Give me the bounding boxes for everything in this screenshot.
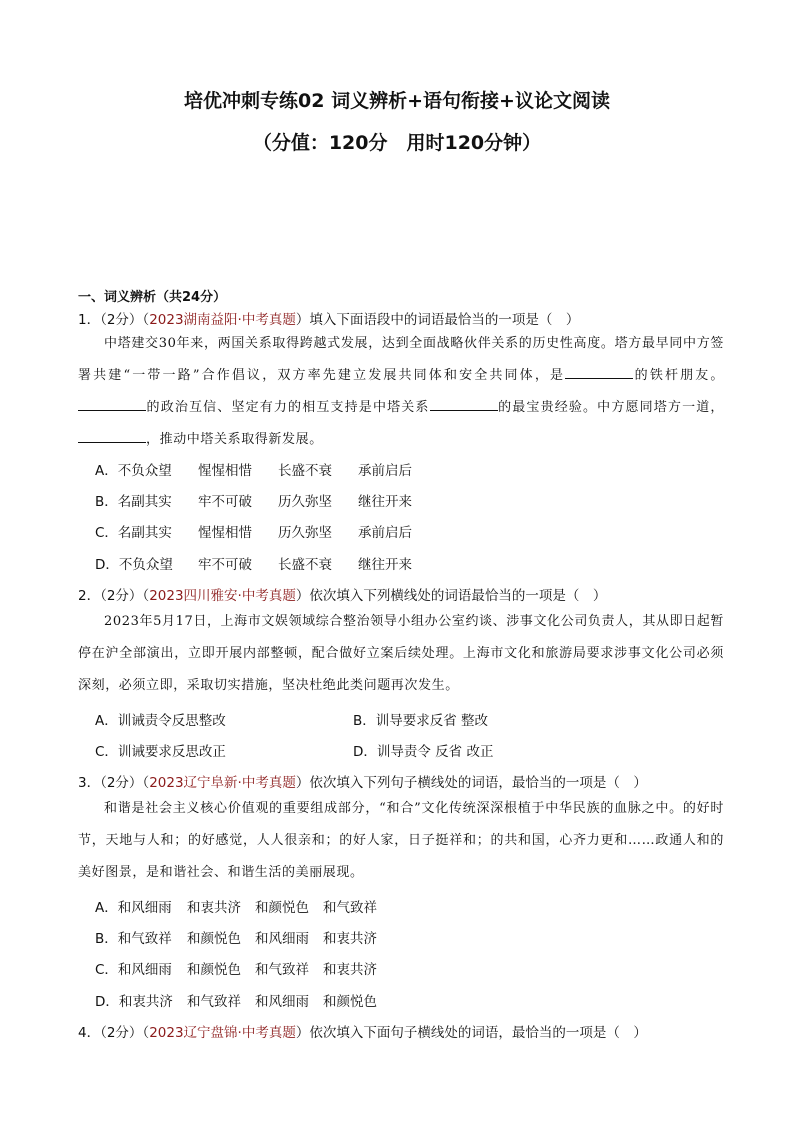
- option-word: 继往开来: [358, 557, 412, 573]
- question-2-passage: 2023年5月17日，上海市文娱领域综合整治领导小组办公室约谈、涉事文化公司负责人，其从即日起暂停在沪全部演出，立即开展内部整顿，配合做好立案后续处理。上海市文化和旅游局要求涉事文化公司必须深刻，必须立即，采取切实措施，坚决杜绝此类问题再次发生。: [78, 614, 724, 693]
- option-word: 承前启后: [358, 525, 412, 541]
- option-word: 继往开来: [358, 494, 412, 510]
- question-text: ）填入下面语段中的词语最恰当的一项是（ ）: [295, 312, 580, 328]
- question-number: 2．（2分）（: [78, 588, 150, 604]
- option-word: 和气致祥: [323, 900, 377, 916]
- blank-line: [565, 366, 633, 379]
- passage-text: 的政治互信、坚定有力的相互支持是中塔关系: [146, 400, 430, 415]
- question-number: 1．（2分）（: [78, 312, 150, 328]
- option-word: 和衷共济: [323, 931, 377, 947]
- question-source: 2023辽宁盘锦·中考真题: [149, 1025, 296, 1041]
- page-subtitle: （分值：120分 用时120分钟）: [252, 132, 542, 154]
- question-source: 2023辽宁阜新·中考真题: [149, 775, 296, 791]
- passage-text: ，推动中塔关系取得新发展。: [146, 432, 323, 447]
- option-word: 长盛不衰: [278, 463, 332, 479]
- option-a[interactable]: [95, 459, 412, 479]
- option-b[interactable]: [95, 927, 377, 947]
- option-c[interactable]: [95, 958, 377, 978]
- section-heading: 一、词义辨析（共24分）: [78, 290, 227, 305]
- option-word: 和衷共济: [323, 962, 377, 978]
- passage-text: 的铁杆朋友。: [633, 368, 725, 383]
- option-a[interactable]: A．训诫责令反思整改: [95, 713, 226, 729]
- option-word: 牢不可破: [198, 494, 252, 510]
- option-b[interactable]: [95, 490, 412, 510]
- question-3-stem: [78, 771, 647, 791]
- question-text: ）依次填入下面句子横线处的词语，最恰当的一项是（ ）: [295, 1025, 647, 1041]
- option-word: 承前启后: [358, 463, 412, 479]
- option-a[interactable]: [95, 896, 377, 916]
- option-d[interactable]: [95, 553, 412, 573]
- option-word: 和颜悦色: [323, 994, 377, 1010]
- option-word: 牢不可破: [198, 557, 252, 573]
- option-word: A．不负众望: [95, 463, 172, 479]
- question-text: ）依次填入下列句子横线处的词语，最恰当的一项是（ ）: [295, 775, 647, 791]
- question-text: ）依次填入下列横线处的词语最恰当的一项是（ ）: [295, 588, 607, 604]
- option-c[interactable]: [95, 521, 412, 541]
- option-word: 和风细雨: [255, 994, 309, 1010]
- question-number: 4．（2分）（: [78, 1025, 150, 1041]
- option-word: D．不负众望: [95, 557, 173, 573]
- question-4-stem: [78, 1021, 647, 1041]
- question-number: 3．（2分）（: [78, 775, 150, 791]
- option-b[interactable]: B．训导要求反省 整改: [353, 713, 489, 729]
- option-word: 惺惺相惜: [198, 525, 252, 541]
- option-word: C．名副其实: [95, 525, 172, 541]
- option-word: 和气致祥: [255, 962, 309, 978]
- option-d[interactable]: [95, 990, 377, 1010]
- option-word: 历久弥坚: [278, 494, 332, 510]
- blank-line: [78, 430, 146, 443]
- option-word: 和衷共济: [187, 900, 241, 916]
- passage-text: 中塔建交30年来，两国关系取得跨越式发展，达到全面战略伙伴关系的历史性高度。塔方最早同中方签署共建“一带一路”合作倡议，双方率先建立发展共同体和安全共同体，是: [78, 336, 724, 383]
- question-source: 2023四川雅安·中考真题: [149, 588, 296, 604]
- blank-line: [78, 398, 146, 411]
- option-word: A．和风细雨: [95, 900, 172, 916]
- question-3-passage: 和谐是社会主义核心价值观的重要组成部分，“和合”文化传统深深根植于中华民族的血脉之中。的好时节，天地与人和；的好感觉，人人很亲和；的好人家，日子挺祥和；的共和国，心齐力更和……政通人和的美好图景，是和谐社会、和谐生活的美丽展现。: [78, 801, 724, 880]
- option-word: B．名副其实: [95, 494, 172, 510]
- option-word: C．和风细雨: [95, 962, 172, 978]
- option-word: 和风细雨: [255, 931, 309, 947]
- option-word: D．和衷共济: [95, 994, 173, 1010]
- option-word: 和颜悦色: [255, 900, 309, 916]
- question-1-stem: [78, 308, 579, 328]
- option-word: 历久弥坚: [278, 525, 332, 541]
- option-word: 和颜悦色: [187, 931, 241, 947]
- page-title: 培优冲刺专练02 词义辨析+语句衔接+议论文阅读: [184, 90, 610, 112]
- question-2-stem: [78, 584, 606, 604]
- question-source: 2023湖南益阳·中考真题: [149, 312, 296, 328]
- option-word: 惺惺相惜: [198, 463, 252, 479]
- option-word: 和气致祥: [187, 994, 241, 1010]
- question-1-passage: [78, 328, 724, 456]
- option-c[interactable]: C．训诫要求反思改正: [95, 744, 226, 760]
- blank-line: [430, 398, 498, 411]
- option-word: 长盛不衰: [278, 557, 332, 573]
- option-d[interactable]: D．训导责令 反省 改正: [353, 744, 494, 760]
- passage-text: 的最宝贵经验。中方愿同塔方一道，: [497, 400, 724, 415]
- option-word: 和颜悦色: [187, 962, 241, 978]
- option-word: B．和气致祥: [95, 931, 172, 947]
